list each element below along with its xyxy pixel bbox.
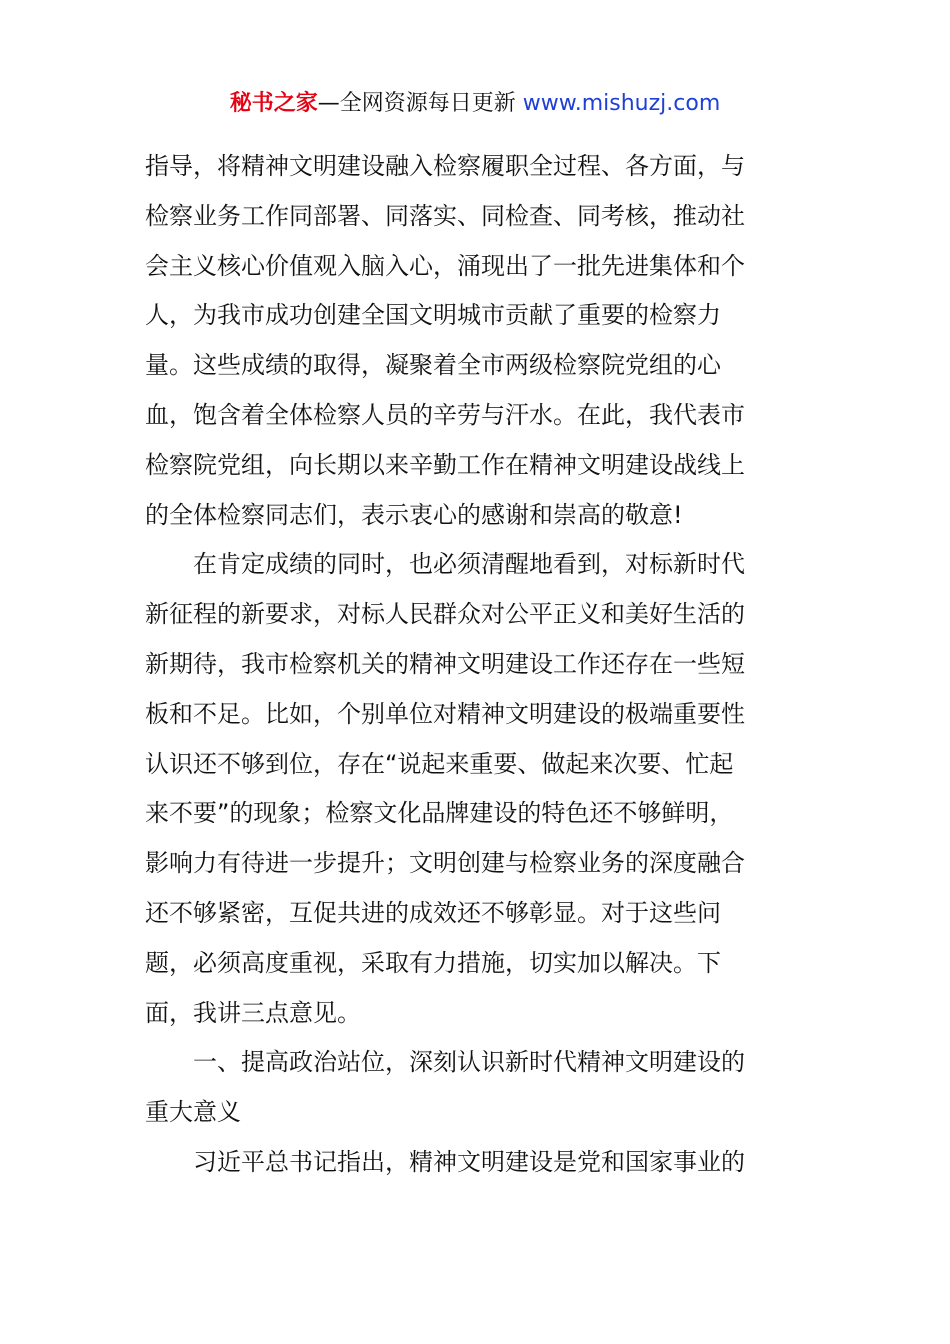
site-url-link[interactable]: www.mishuzj.com: [522, 91, 721, 116]
text-line: 还不够紧密，互促共进的成效还不够彰显。对于这些问: [145, 898, 721, 927]
text-line: 指导，将精神文明建设融入检察履职全过程、各方面，与: [145, 152, 745, 180]
text-line: 板和不足。比如，个别单位对精神文明建设的极端重要性: [145, 699, 745, 728]
text-line: 新期待，我市检察机关的精神文明建设工作还存在一些短: [145, 649, 745, 678]
text-line: 来不要”的现象；检察文化品牌建设的特色还不够鲜明，: [145, 799, 734, 828]
document-body: [145, 142, 810, 1188]
section-heading-line: 一、提高政治站位，深刻认识新时代精神文明建设的: [193, 1048, 745, 1077]
text-line: 面，我讲三点意见。: [145, 998, 361, 1027]
site-header: [0, 88, 950, 120]
text-line: 题，必须高度重视，采取有力措施，切实加以解决。下: [145, 948, 721, 977]
text-line: 血，饱含着全体检察人员的辛劳与汗水。在此，我代表市: [145, 400, 745, 429]
text-line: 检察院党组，向长期以来辛勤工作在精神文明建设战线上: [145, 450, 745, 479]
text-line: 认识还不够到位，存在“说起来重要、做起来次要、忙起: [145, 749, 734, 778]
text-line: 检察业务工作同部署、同落实、同检查、同考核，推动社: [145, 201, 745, 230]
text-line: 会主义核心价值观入脑入心，涌现出了一批先进集体和个: [145, 251, 745, 280]
text-line: 影响力有待进一步提升；文明创建与检察业务的深度融合: [145, 849, 745, 878]
text-line: 的全体检察同志们，表示衷心的感谢和崇高的敬意!: [145, 500, 683, 529]
text-line: 新征程的新要求，对标人民群众对公平正义和美好生活的: [145, 600, 745, 629]
text-line: 人，为我市成功创建全国文明城市贡献了重要的检察力: [145, 301, 721, 330]
paragraph-start-line: 习近平总书记指出，精神文明建设是党和国家事业的: [193, 1147, 745, 1176]
section-heading-line: 重大意义: [145, 1098, 241, 1127]
header-tagline: —全网资源每日更新: [317, 91, 523, 116]
brand-name: 秘书之家: [229, 91, 318, 116]
paragraph-start-line: 在肯定成绩的同时，也必须清醒地看到，对标新时代: [193, 550, 745, 579]
text-line: 量。这些成绩的取得，凝聚着全市两级检察院党组的心: [145, 351, 721, 380]
